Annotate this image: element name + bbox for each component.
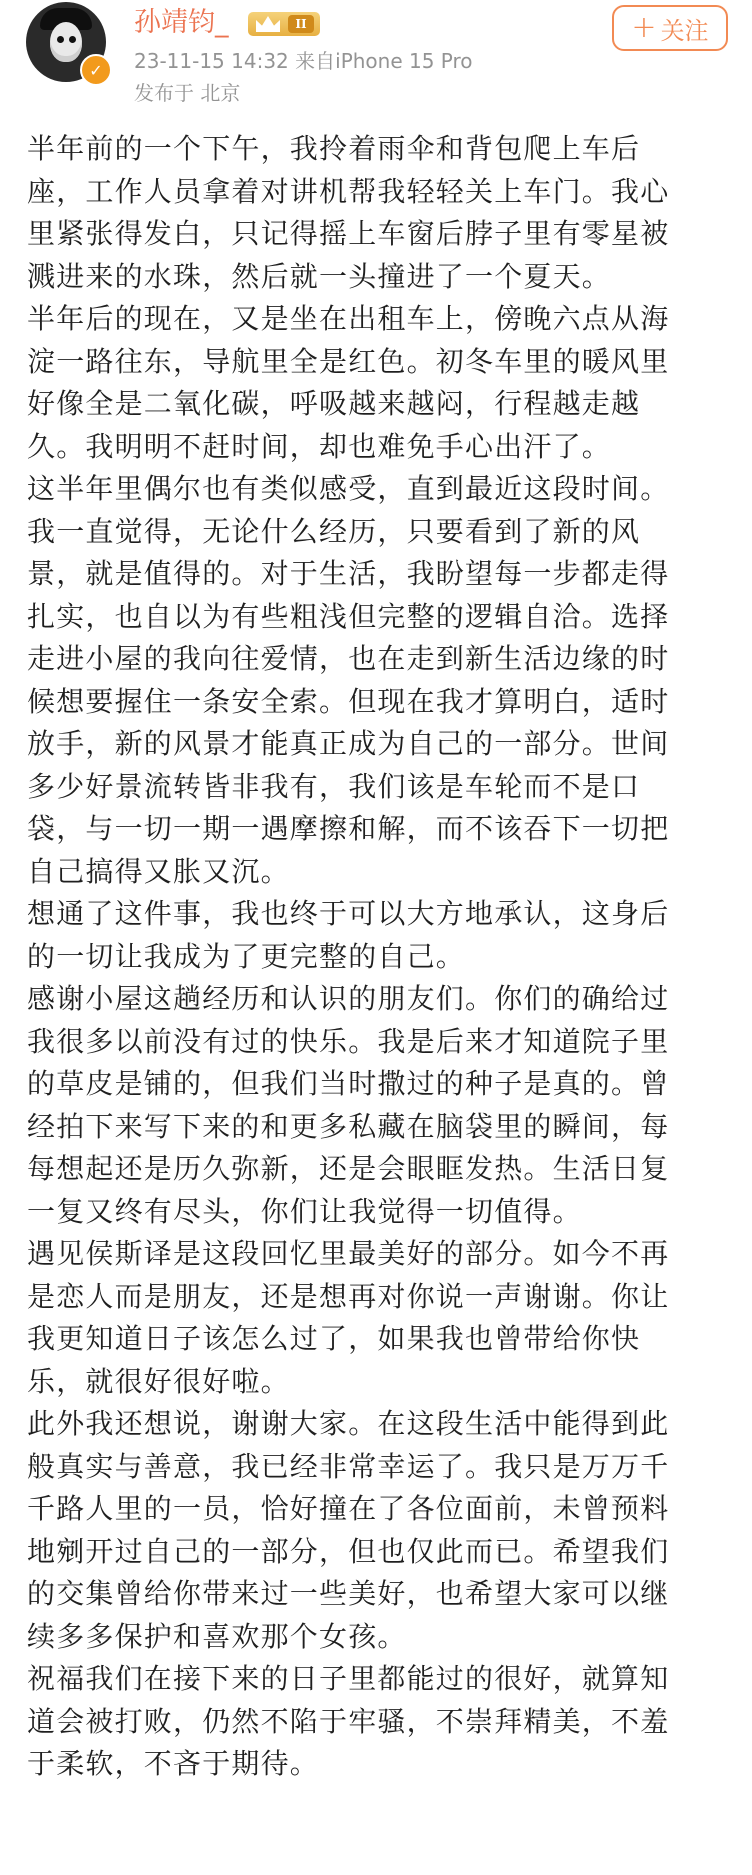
crown-icon [256, 16, 280, 32]
post-paragraph: 祝福我们在接下来的日子里都能过的很好，就算知 道会被打败，仍然不陷于牢骚，不崇拜精美，不羞 于柔软，不吝于期待。 [27, 1662, 670, 1780]
post-meta: 23-11-15 14:32 来自iPhone 15 Pro [134, 49, 473, 73]
post-paragraph: 想通了这件事，我也终于可以大方地承认，这身后 的一切让我成为了更完整的自己。 [27, 897, 670, 973]
follow-button-label: 关注 [660, 16, 709, 45]
follow-button[interactable] [612, 5, 728, 51]
post-paragraph: 半年前的一个下午，我拎着雨伞和背包爬上车后 座，工作人员拿着对讲机帮我轻轻关上车门。我心 里紧张得发白，只记得摇上车窗后脖子里有零星被 溅进来的水珠，然后就一头撞进了一个夏天。 [27, 132, 670, 293]
post-location: 发布于 北京 [134, 81, 241, 105]
post-header [0, 0, 752, 118]
avatar-face [50, 22, 82, 62]
author-name[interactable]: 孙靖钧_ [134, 7, 229, 38]
verified-v-icon: ✓ [80, 54, 112, 86]
plus-icon: + [631, 10, 657, 45]
post-body [27, 128, 727, 1786]
vip-badge-icon[interactable] [248, 12, 320, 36]
post-paragraph: 这半年里偶尔也有类似感受，直到最近这段时间。 我一直觉得，无论什么经历，只要看到了新的风 景，就是值得的。对于生活，我盼望每一步都走得 扎实，也自以为有些粗浅但完整的逻辑自洽。选择 走进小屋的我向往爱情，也在走到新生活边缘的时 候想要握住一条安全索。但现在我才算明白，适时 放手，新的风景才能真正成为自己的一部分。世间 多少好景流转皆非我有，我们该是车轮而不是口 袋，与一切一期一遇摩擦和解，而不该吞下一切把 自己搞得又胀又沉。 [27, 472, 670, 888]
post-paragraph: 遇见侯斯译是这段回忆里最美好的部分。如今不再 是恋人而是朋友，还是想再对你说一声谢谢。你让 我更知道日子该怎么过了，如果我也曾带给你快 乐，就很好很好啦。 [27, 1237, 670, 1398]
vip-level-label: II [288, 15, 314, 33]
post-paragraph: 半年后的现在，又是坐在出租车上，傍晚六点从海 淀一路往东，导航里全是红色。初冬车里的暖风里 好像全是二氧化碳，呼吸越来越闷，行程越走越 久。我明明不赶时间，却也难免手心出汗了。 [27, 302, 670, 463]
post-paragraph: 此外我还想说，谢谢大家。在这段生活中能得到此 般真实与善意，我已经非常幸运了。我只是万万千 千路人里的一员，恰好撞在了各位面前，未曾预料 地剜开过自己的一部分，但也仅此而已。希望我们 的交集曾给你带来过一些美好，也希望大家可以继 续多多保护和喜欢那个女孩。 [27, 1407, 670, 1653]
avatar-eye-left [57, 36, 64, 43]
avatar-eye-right [69, 36, 76, 43]
post-paragraph: 感谢小屋这趟经历和认识的朋友们。你们的确给过 我很多以前没有过的快乐。我是后来才知道院子里 的草皮是铺的，但我们当时撒过的种子是真的。曾 经拍下来写下来的和更多私藏在脑袋里的瞬间，每 每想起还是历久弥新，还是会眼眶发热。生活日复 一复又终有尽头，你们让我觉得一切值得。 [27, 982, 670, 1228]
